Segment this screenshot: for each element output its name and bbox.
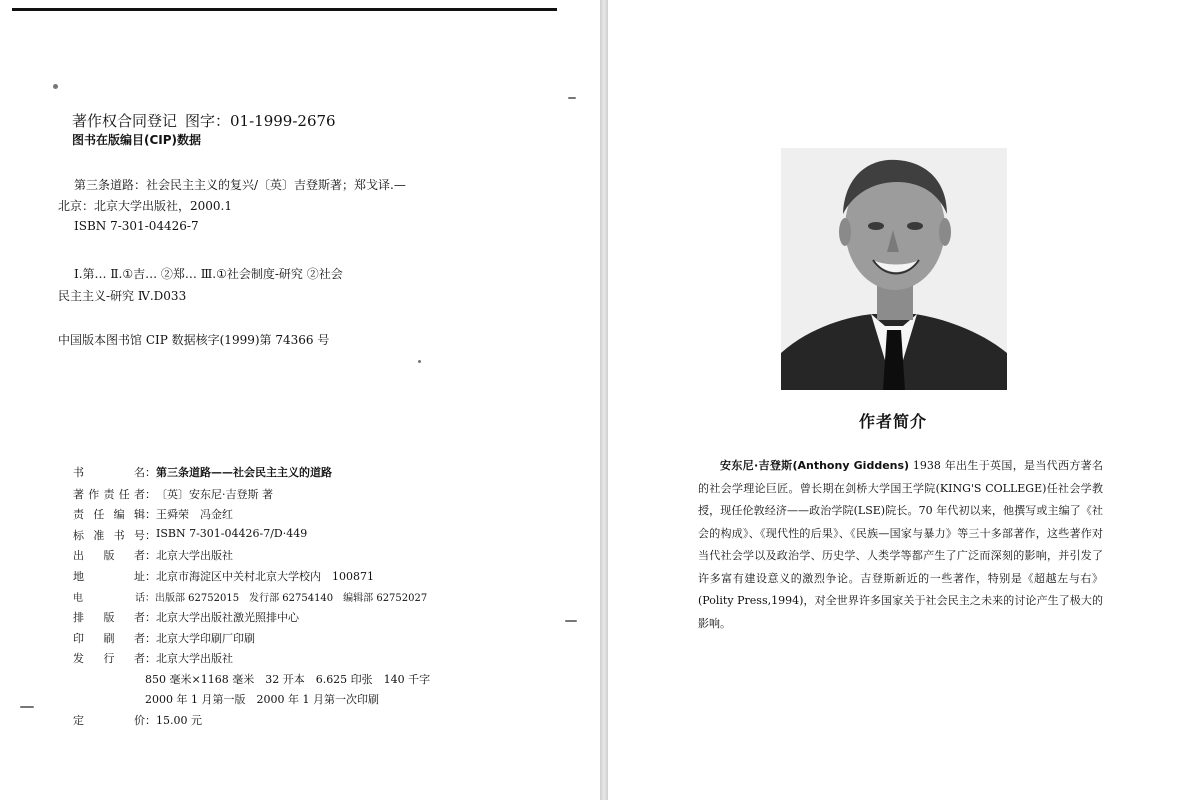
imprint-value: 北京大学印刷厂印刷 bbox=[156, 632, 255, 645]
scan-speck bbox=[418, 360, 421, 363]
imprint-key: 出 版 者 bbox=[73, 549, 145, 562]
price-value: 15.00 元 bbox=[156, 714, 202, 727]
cip-number-line: 中国版本图书馆 CIP 数据核字(1999)第 74366 号 bbox=[58, 333, 330, 347]
copyright-registration bbox=[72, 110, 336, 131]
imprint-value: 王舜荣 冯金红 bbox=[156, 508, 233, 521]
imprint-key: 定 价 bbox=[73, 714, 145, 727]
scan-speck bbox=[20, 706, 34, 708]
author-photo bbox=[781, 148, 1007, 390]
imprint-format-line: 850 毫米×1168 毫米 32 开本 6.625 印张 140 千字 bbox=[145, 673, 431, 686]
imprint-row-editor: 责任编辑 ： 王舜荣 冯金红 bbox=[73, 508, 233, 521]
scan-speck bbox=[568, 97, 576, 99]
cip-line: 北京：北京大学出版社，2000.1 bbox=[58, 199, 232, 213]
imprint-key: 电 话 bbox=[73, 593, 145, 604]
imprint-row-address: 地 址 ： 北京市海淀区中关村北京大学校内 100871 bbox=[73, 570, 374, 583]
imprint-row-typesetter: 排 版 者 ： 北京大学出版社激光照排中心 bbox=[73, 611, 299, 624]
imprint-row-distributor: 发 行 者 ： 北京大学出版社 bbox=[73, 652, 233, 665]
author-bio-text: 1938 年出生于英国，是当代西方著名的社会学理论巨匠。曾长期在剑桥大学国王学院(KING'S COLLEGE)任社会学教授，现任伦敦经济——政治学院(LSE)院长。70 年代初以来，他撰写或主编了《社会的构成》、《现代性的后果》、《民族—国家与暴力》等三十多部著作，这些著作对当代社会学以及政治学、历史学、人类学等都产生了广泛而深刻的影响，并引发了许多富有建设意义的激烈争论。吉登斯新近的一些著作，特别是《超越左与右》(Polity Press,1994)，对全世界许多国家关于社会民主之未来的讨论产生了极大的影响。 bbox=[698, 459, 1103, 630]
imprint-value: 〔英〕安东尼·吉登斯 著 bbox=[156, 488, 273, 501]
imprint-row-author: 著作责任者 ： 〔英〕安东尼·吉登斯 著 bbox=[73, 488, 273, 501]
cip-heading: 图书在版编目(CIP)数据 bbox=[72, 133, 202, 147]
imprint-row-publisher: 出 版 者 ： 北京大学出版社 bbox=[73, 549, 233, 562]
imprint-row-printer: 印 刷 者 ： 北京大学印刷厂印刷 bbox=[73, 632, 255, 645]
imprint-row-phone: 电 话 ： 出版部 62752015 发行部 62754140 编辑部 62752027 bbox=[73, 589, 427, 604]
imprint-edition-line: 2000 年 1 月第一版 2000 年 1 月第一次印刷 bbox=[145, 693, 379, 706]
registration-number: 图字：01-1999-2676 bbox=[185, 112, 336, 130]
imprint-value: 北京大学出版社 bbox=[156, 549, 233, 562]
imprint-key: 地 址 bbox=[73, 570, 145, 583]
imprint-key: 标准书号 bbox=[73, 529, 145, 542]
imprint-row-isbn: 标准书号 ： ISBN 7-301-04426-7/D·449 bbox=[73, 527, 308, 542]
imprint-value: ISBN 7-301-04426-7/D·449 bbox=[156, 527, 308, 540]
page-gutter bbox=[600, 0, 608, 800]
scan-speck bbox=[53, 84, 58, 89]
top-rule bbox=[12, 8, 557, 11]
imprint-value: 北京大学出版社激光照排中心 bbox=[156, 611, 299, 624]
imprint-value: 出版部 62752015 发行部 62754140 编辑部 62752027 bbox=[155, 593, 428, 604]
registration-label: 著作权合同登记 bbox=[72, 112, 178, 130]
cip-line: ISBN 7-301-04426-7 bbox=[74, 219, 199, 233]
cip-line: 民主主义-研究 Ⅳ.D033 bbox=[58, 289, 187, 303]
author-bio bbox=[698, 455, 1103, 635]
imprint-key: 责任编辑 bbox=[73, 508, 145, 521]
imprint-key: 书 名 bbox=[73, 466, 145, 479]
scan-speck bbox=[565, 620, 577, 622]
imprint-key: 排 版 者 bbox=[73, 611, 145, 624]
imprint-value: 北京市海淀区中关村北京大学校内 100871 bbox=[156, 570, 374, 583]
right-page bbox=[608, 0, 1178, 800]
imprint-key: 著作责任者 bbox=[73, 488, 145, 501]
imprint-key: 印 刷 者 bbox=[73, 632, 145, 645]
cip-line: Ⅰ.第… Ⅱ.①吉… ②郑… Ⅲ.①社会制度-研究 ②社会 bbox=[74, 267, 343, 281]
imprint-row-price: 定 价 ： 15.00 元 bbox=[73, 714, 202, 727]
imprint-key: 发 行 者 bbox=[73, 652, 145, 665]
author-portrait-image bbox=[781, 148, 1007, 390]
cip-line: 第三条道路：社会民主主义的复兴/〔英〕吉登斯著；郑戈译.— bbox=[74, 178, 406, 192]
imprint-row-title: 书 名 ： 第三条道路——社会民主主义的道路 bbox=[73, 466, 332, 479]
author-name: 安东尼·吉登斯(Anthony Giddens) bbox=[720, 459, 910, 472]
bio-heading: 作者简介 bbox=[858, 412, 927, 431]
imprint-value: 第三条道路——社会民主主义的道路 bbox=[156, 466, 332, 479]
imprint-value: 北京大学出版社 bbox=[156, 652, 233, 665]
